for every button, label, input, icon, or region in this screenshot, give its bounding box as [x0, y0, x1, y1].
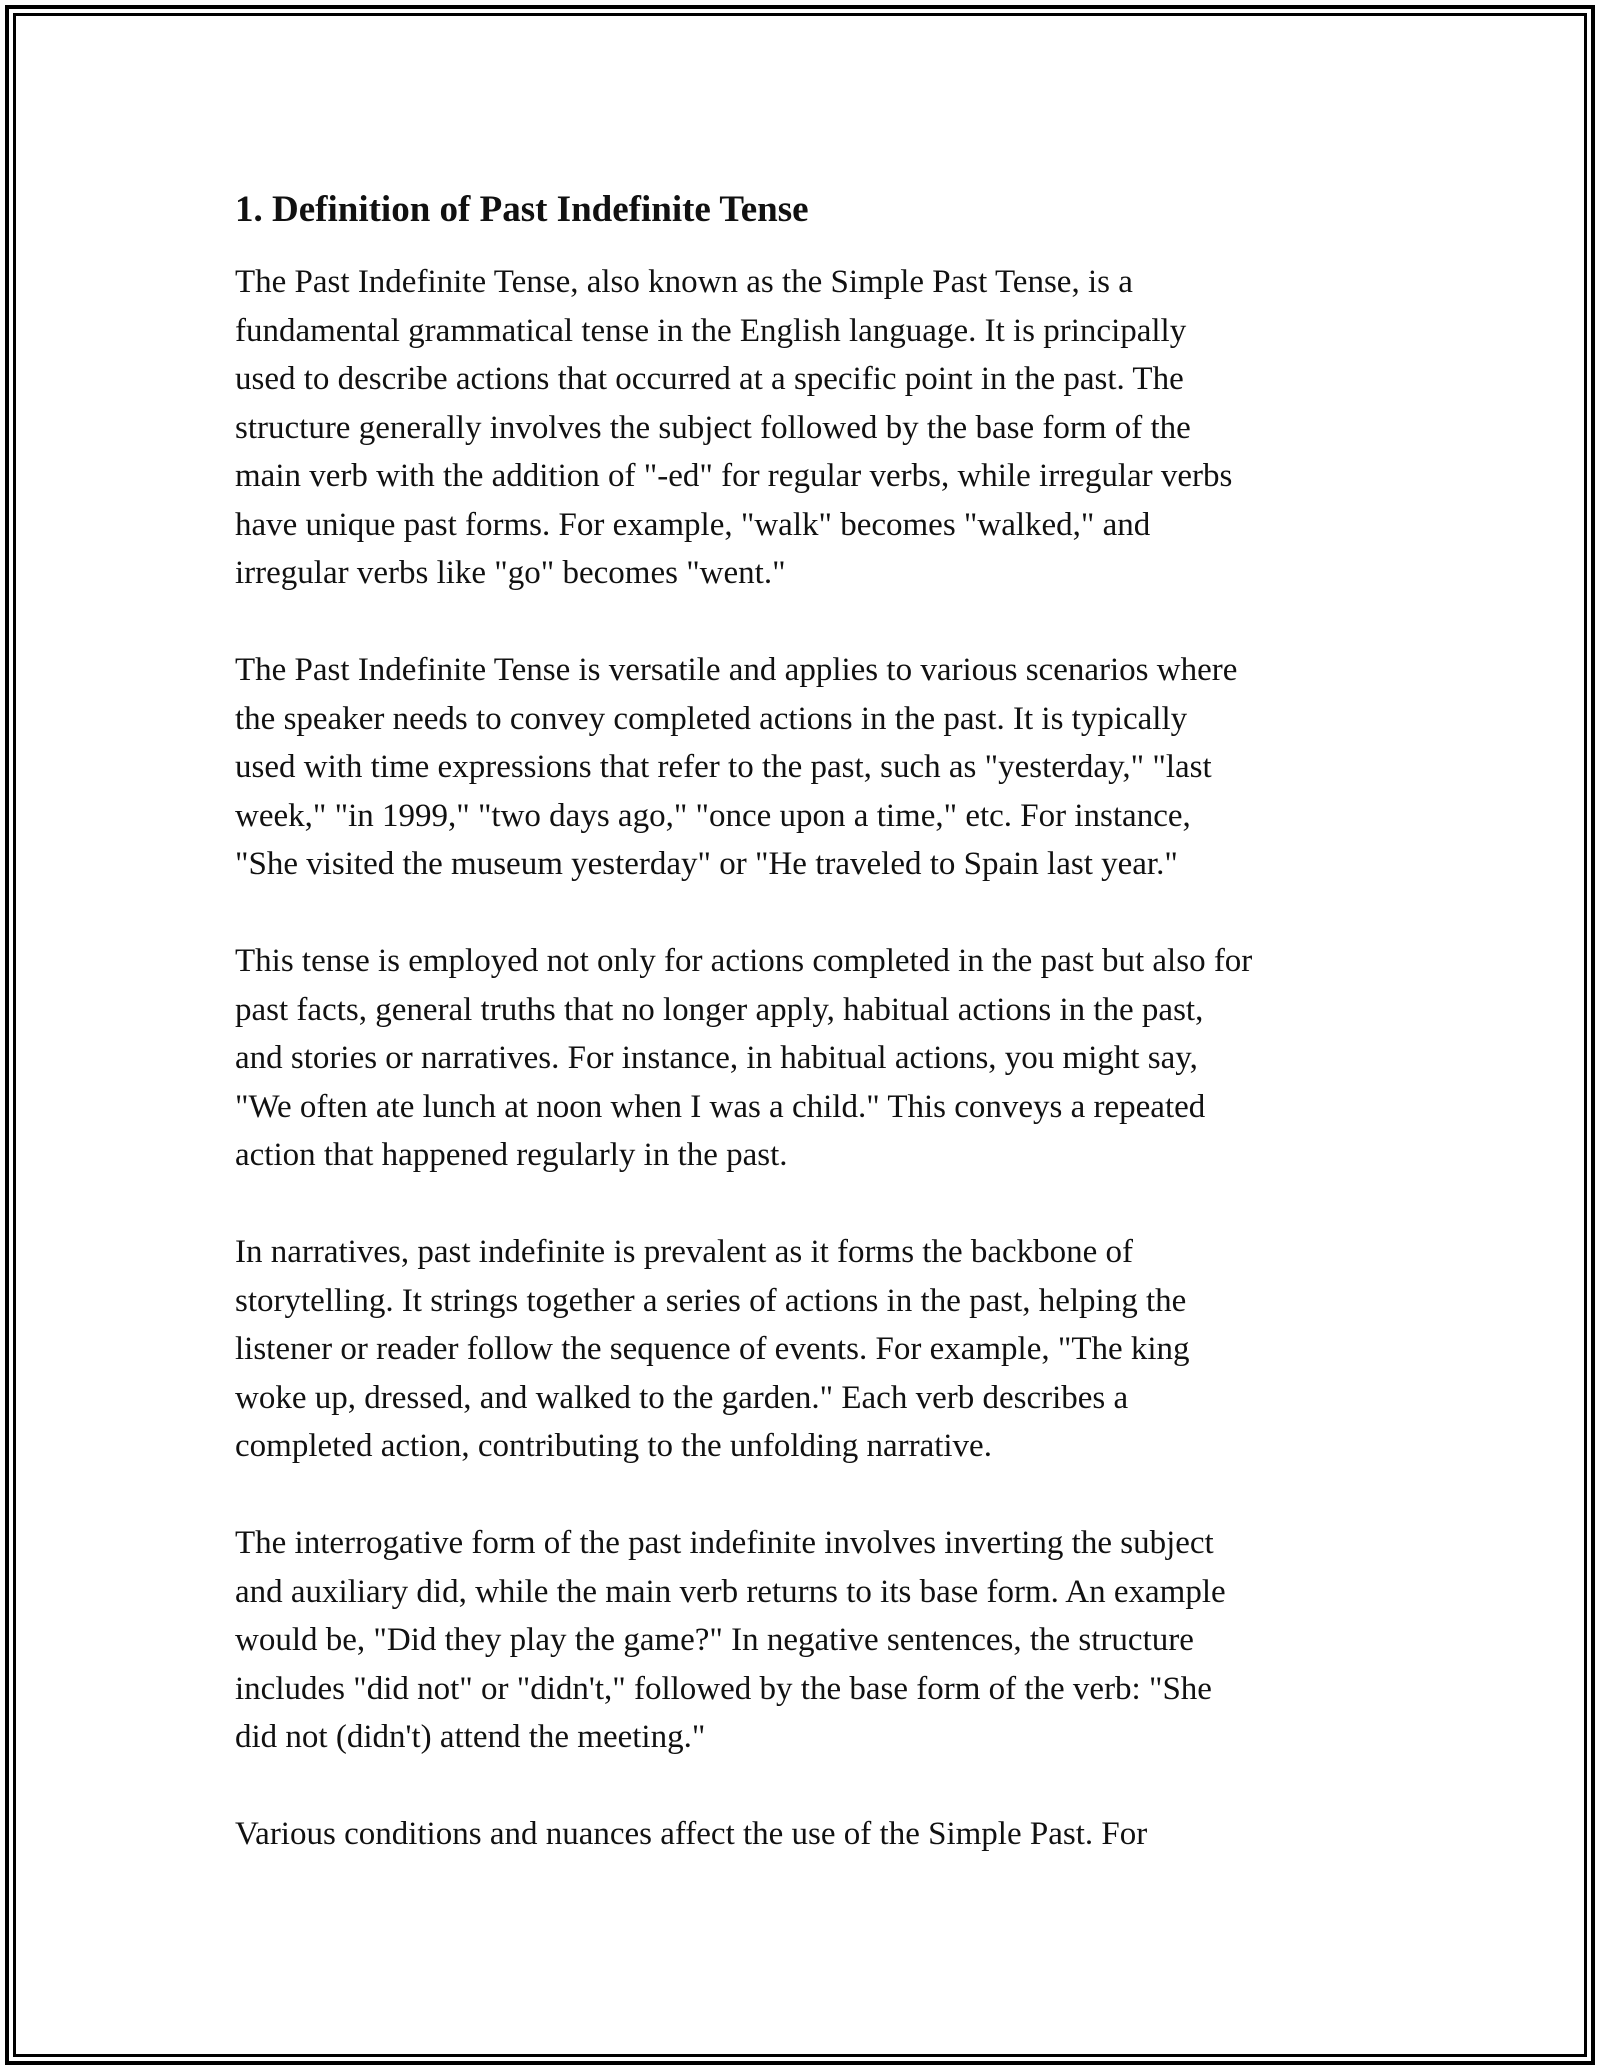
text-line: The Past Indefinite Tense is versatile and applies to various scenarios where: [235, 652, 1238, 689]
text-line: week," "in 1999," "two days ago," "once upon a time," etc. For instance,: [235, 797, 1191, 834]
text-line: would be, "Did they play the game?" In negative sentences, the structure: [235, 1622, 1194, 1659]
text-line: completed action, contributing to the unfolding narrative.: [235, 1428, 992, 1465]
paragraph-2: [235, 646, 1385, 889]
paragraph-4: [235, 1228, 1385, 1471]
paragraph-5: [235, 1519, 1385, 1762]
text-line: woke up, dressed, and walked to the garden." Each verb describes a: [235, 1379, 1129, 1416]
text-line: structure generally involves the subject followed by the base form of the: [235, 409, 1191, 446]
section-heading: 1. Definition of Past Indefinite Tense: [235, 189, 809, 230]
text-line: used with time expressions that refer to the past, such as "yesterday," "last: [235, 749, 1212, 786]
paragraph-6: [235, 1810, 1385, 1859]
text-line: used to describe actions that occurred at a specific point in the past. The: [235, 361, 1184, 398]
paragraph-1: [235, 258, 1385, 598]
text-line: fundamental grammatical tense in the English language. It is principally: [235, 312, 1187, 349]
text-line: the speaker needs to convey completed actions in the past. It is typically: [235, 700, 1188, 737]
text-line: storytelling. It strings together a series of actions in the past, helping the: [235, 1282, 1187, 1319]
text-line: In narratives, past indefinite is prevalent as it forms the backbone of: [235, 1234, 1134, 1271]
text-line: "She visited the museum yesterday" or "He traveled to Spain last year.": [235, 846, 1178, 883]
text-line: The Past Indefinite Tense, also known as the Simple Past Tense, is a: [235, 264, 1133, 301]
text-line: action that happened regularly in the past.: [235, 1137, 788, 1174]
document-body: [235, 188, 1385, 1907]
text-line: past facts, general truths that no longer apply, habitual actions in the past,: [235, 991, 1204, 1028]
text-line: listener or reader follow the sequence of events. For example, "The king: [235, 1331, 1190, 1368]
text-line: have unique past forms. For example, "walk" becomes "walked," and: [235, 506, 1151, 543]
paragraph-3: [235, 937, 1385, 1180]
text-line: "We often ate lunch at noon when I was a child." This conveys a repeated: [235, 1088, 1206, 1125]
text-line: did not (didn't) attend the meeting.": [235, 1719, 706, 1756]
text-line: and auxiliary did, while the main verb returns to its base form. An example: [235, 1573, 1226, 1610]
text-line: main verb with the addition of "-ed" for regular verbs, while irregular verbs: [235, 458, 1233, 495]
text-line: irregular verbs like "go" becomes "went.": [235, 555, 786, 592]
text-line: This tense is employed not only for actions completed in the past but also for: [235, 943, 1253, 980]
text-line: The interrogative form of the past indefinite involves inverting the subject: [235, 1525, 1214, 1562]
text-line: and stories or narratives. For instance, in habitual actions, you might say,: [235, 1040, 1198, 1077]
text-line: Various conditions and nuances affect the use of the Simple Past. For: [235, 1816, 1148, 1853]
text-line: includes "did not" or "didn't," followed by the base form of the verb: "She: [235, 1670, 1212, 1707]
